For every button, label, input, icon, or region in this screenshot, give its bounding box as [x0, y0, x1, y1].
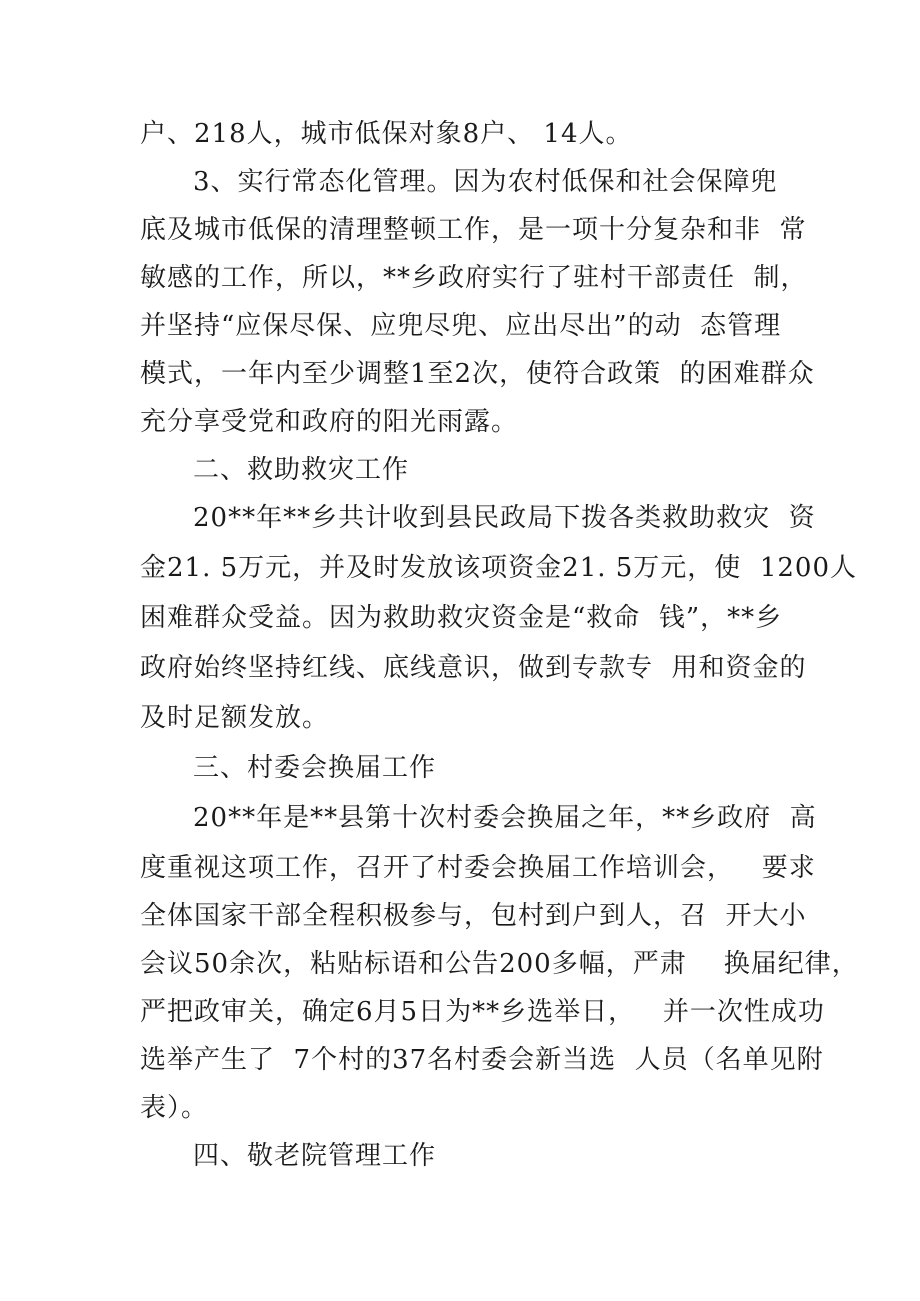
- text-line: 金21. 5万元，并及时发放该项资金21. 5万元，使 1200人: [140, 553, 858, 583]
- text-line: 底及城市低保的清理整顿工作，是一项十分复杂和非 常: [140, 215, 807, 245]
- text-line: 并坚持“应保尽保、应兜尽兜、应出尽出”的动 态管理: [140, 311, 782, 341]
- text-line: 充分享受党和政府的阳光雨露。: [140, 407, 519, 437]
- section-heading: 四、敬老院管理工作: [193, 1141, 437, 1171]
- text-line: 户、218人，城市低保对象8户、 14人。: [140, 119, 633, 149]
- section-heading: 二、救助救灾工作: [193, 455, 410, 485]
- text-line: 度重视这项工作，召开了村委会换届工作培训会， 要求: [140, 853, 816, 883]
- section-heading: 三、村委会换届工作: [193, 753, 437, 783]
- paragraph-start: 20**年**乡共计收到县民政局下拨各类救助救灾 资: [193, 503, 816, 533]
- text-line: 政府始终坚持红线、底线意识，做到专款专 用和资金的: [140, 653, 807, 683]
- paragraph-start: 3、实行常态化管理。因为农村低保和社会保障兜: [193, 167, 778, 197]
- text-line: 困难群众受益。因为救助救灾资金是“救命 钱”，**乡: [140, 603, 783, 633]
- text-line: 模式，一年内至少调整1至2次，使符合政策 的困难群众: [140, 359, 815, 389]
- text-line: 全体国家干部全程积极参与，包村到户到人，召 开大小: [140, 901, 807, 931]
- text-line: 选举产生了 7个村的37名村委会新当选 人员（名单见附: [140, 1045, 824, 1075]
- text-line: 表）。: [140, 1093, 209, 1123]
- paragraph-start: 20**年是**县第十次村委会换届之年，**乡政府 高: [193, 803, 817, 833]
- text-line: 严把政审关，确定6月5日为**乡选举日， 并一次性成功: [140, 997, 825, 1027]
- text-line: 及时足额发放。: [140, 703, 330, 733]
- text-line: 会议50余次，粘贴标语和公告200多幅，严肃 换届纪律，: [140, 949, 859, 979]
- text-line: 敏感的工作，所以，**乡政府实行了驻村干部责任 制，: [140, 263, 808, 293]
